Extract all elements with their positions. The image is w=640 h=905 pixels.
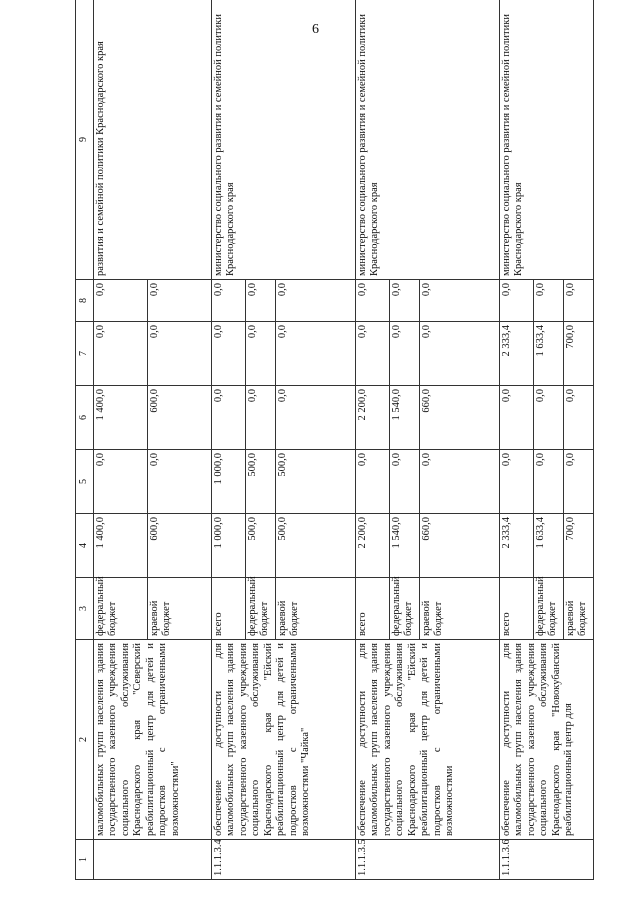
value-cell: 0,0 xyxy=(499,386,533,450)
value-cell: 600,0 xyxy=(147,514,211,578)
value-cell: 0,0 xyxy=(245,322,275,386)
source-cell: федеральный бюджет xyxy=(389,578,419,640)
value-cell: 0,0 xyxy=(211,322,245,386)
value-cell: 0,0 xyxy=(211,280,245,322)
source-cell: федеральный бюджет xyxy=(245,578,275,640)
value-cell: 700,0 xyxy=(563,322,593,386)
value-cell: 0,0 xyxy=(533,450,563,514)
value-cell: 0,0 xyxy=(245,386,275,450)
value-cell: 660,0 xyxy=(419,386,499,450)
source-cell: федеральный бюджет xyxy=(93,578,147,640)
value-cell: 1 400,0 xyxy=(93,386,147,450)
source-cell: краевой бюджет xyxy=(419,578,499,640)
budget-table xyxy=(75,0,594,880)
responsible-cell: министерство социального развития и семейной политики Краснодарского края xyxy=(211,0,355,280)
value-cell: 0,0 xyxy=(419,280,499,322)
value-cell: 1 540,0 xyxy=(389,514,419,578)
value-cell: 0,0 xyxy=(355,322,389,386)
table-row xyxy=(355,0,389,880)
table-row xyxy=(93,0,147,880)
value-cell: 2 200,0 xyxy=(355,514,389,578)
header-cell: 6 xyxy=(76,386,94,450)
code-cell: 1.1.1.3.5 xyxy=(355,840,499,880)
value-cell: 0,0 xyxy=(419,450,499,514)
responsible-cell: развития и семейной политики Краснодарского края xyxy=(93,0,211,280)
code-cell: 1.1.1.3.6 xyxy=(499,840,593,880)
header-cell: 8 xyxy=(76,280,94,322)
header-row xyxy=(76,0,94,880)
value-cell: 0,0 xyxy=(389,322,419,386)
page-number: 6 xyxy=(312,22,319,37)
value-cell: 0,0 xyxy=(275,322,355,386)
header-cell: 7 xyxy=(76,322,94,386)
source-cell: всего xyxy=(499,578,533,640)
table-row xyxy=(499,0,533,880)
source-cell: краевой бюджет xyxy=(563,578,593,640)
value-cell: 0,0 xyxy=(147,450,211,514)
value-cell: 500,0 xyxy=(275,514,355,578)
value-cell: 500,0 xyxy=(245,450,275,514)
value-cell: 500,0 xyxy=(275,450,355,514)
header-cell: 9 xyxy=(76,0,94,280)
value-cell: 0,0 xyxy=(147,322,211,386)
table-row xyxy=(211,0,245,880)
value-cell: 0,0 xyxy=(275,280,355,322)
value-cell: 1 540,0 xyxy=(389,386,419,450)
header-cell: 4 xyxy=(76,514,94,578)
value-cell: 2 333,4 xyxy=(499,322,533,386)
value-cell: 0,0 xyxy=(211,386,245,450)
value-cell: 500,0 xyxy=(245,514,275,578)
responsible-cell: министерство социального развития и семейной политики Краснодарского края xyxy=(355,0,499,280)
description-cell: обеспечение доступности для маломобильных групп населения здания государственного казенного учреждения социального обслуживания Краснодарского края "Ейский реабилитационный центр для детей и подростков с ограниченными возможностями xyxy=(355,640,499,840)
value-cell: 0,0 xyxy=(93,280,147,322)
value-cell: 0,0 xyxy=(563,280,593,322)
value-cell: 0,0 xyxy=(275,386,355,450)
value-cell: 0,0 xyxy=(389,450,419,514)
source-cell: всего xyxy=(211,578,245,640)
code-cell xyxy=(93,840,211,880)
value-cell: 0,0 xyxy=(499,450,533,514)
value-cell: 1 000,0 xyxy=(211,514,245,578)
code-cell: 1.1.1.3.4 xyxy=(211,840,355,880)
responsible-cell: министерство социального развития и семейной политики Краснодарского края xyxy=(499,0,593,280)
description-cell: обеспечение доступности для маломобильных групп населения здания государственного казенного учреждения социального обслуживания Краснодарского края "Ейский реабилитационный центр для детей и подростков с ограниченными возможностями "Чайка" xyxy=(211,640,355,840)
value-cell: 0,0 xyxy=(147,280,211,322)
value-cell: 0,0 xyxy=(93,322,147,386)
value-cell: 1 000,0 xyxy=(211,450,245,514)
description-cell: обеспечение доступности для маломобильных групп населения здания государственного казенного учреждения социального обслуживания Краснодарского края "Новокубанский реабилитационный центр для xyxy=(499,640,593,840)
source-cell: федеральный бюджет xyxy=(533,578,563,640)
header-cell: 3 xyxy=(76,578,94,640)
source-cell: всего xyxy=(355,578,389,640)
value-cell: 1 633,4 xyxy=(533,322,563,386)
value-cell: 0,0 xyxy=(563,450,593,514)
value-cell: 600,0 xyxy=(147,386,211,450)
header-cell: 5 xyxy=(76,450,94,514)
value-cell: 0,0 xyxy=(533,386,563,450)
value-cell: 0,0 xyxy=(93,450,147,514)
value-cell: 1 400,0 xyxy=(93,514,147,578)
value-cell: 0,0 xyxy=(533,280,563,322)
value-cell: 2 200,0 xyxy=(355,386,389,450)
value-cell: 700,0 xyxy=(563,514,593,578)
value-cell: 0,0 xyxy=(419,322,499,386)
value-cell: 0,0 xyxy=(389,280,419,322)
description-cell: маломобильных групп населения здания государственного казенного учреждения социального обслуживания Краснодарского края "Северский реабилитационный центр для детей и подростков с ограниченными возможностями" xyxy=(93,640,211,840)
source-cell: краевой бюджет xyxy=(147,578,211,640)
source-cell: краевой бюджет xyxy=(275,578,355,640)
value-cell: 0,0 xyxy=(355,450,389,514)
value-cell: 0,0 xyxy=(355,280,389,322)
value-cell: 0,0 xyxy=(563,386,593,450)
header-cell: 1 xyxy=(76,840,94,880)
value-cell: 1 633,4 xyxy=(533,514,563,578)
value-cell: 0,0 xyxy=(245,280,275,322)
header-cell: 2 xyxy=(76,640,94,840)
value-cell: 660,0 xyxy=(419,514,499,578)
value-cell: 2 333,4 xyxy=(499,514,533,578)
value-cell: 0,0 xyxy=(499,280,533,322)
rotated-table-container xyxy=(75,14,627,880)
